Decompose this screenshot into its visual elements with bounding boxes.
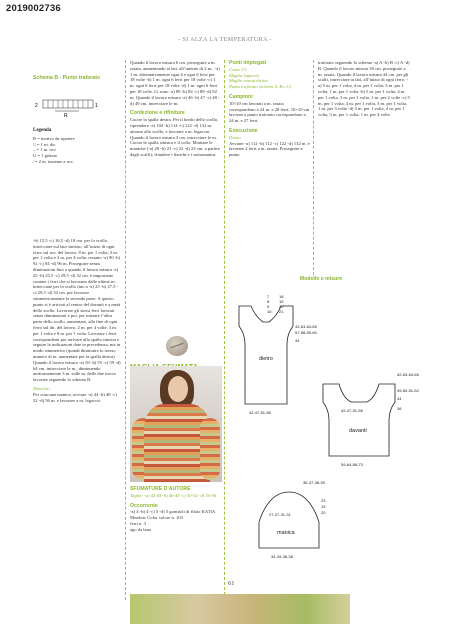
dim-label: 34-34-38-38 [271, 554, 293, 559]
manica-schematic [259, 492, 319, 548]
punti-item: Costa 1/1 [229, 66, 247, 72]
svg-text:1: 1 [95, 103, 98, 109]
column-rule [125, 60, 126, 600]
dim-label: 19 [279, 299, 284, 304]
pattern-schematics [229, 286, 419, 576]
schematics-title: Modello e misure [299, 276, 343, 282]
svg-text:R: R [64, 113, 68, 119]
occorrente-item: -a) 4 -b) 4 -c) 5 -d) 5 gomitoli di filato KATIA Meadow Color colore n. 103 [130, 509, 216, 521]
legend-item: R = motivo da ripetere [33, 135, 75, 141]
legend-block [33, 128, 121, 165]
legend-title: Legenda [33, 128, 52, 133]
dim-label: 23 [321, 498, 326, 503]
body-text: Cucire la spalla destra. Per il bordo dello scollo, riprendere -a) 104 -b) 114 -c) 122 -d) 132 m. attorno allo scollo, e lavorare a m. legaccio. Quando il lavoro misura 3 cm. intrecciare le m. Cucire la spalla sinistra e il collo. Montare le maniche (-a) 20 -b) 21 -c) 22 -d) 23 cm. a partire dagli scalfi); chiudere i fianchi e i sottomanica. [130, 117, 220, 157]
body-text: Per ciascuna manica, avviare -a) 44 -b) 48 -c) 52 -d) 56 m. e lavorare a m. legaccio [33, 391, 117, 403]
manica-label: manica [277, 530, 295, 536]
yarn-ball-icon [166, 336, 188, 356]
column-2 [130, 60, 220, 158]
dim-label: 20 [321, 510, 326, 515]
dim-label: 19 [321, 504, 326, 509]
dim-label: 44 [397, 396, 402, 401]
davanti-schematic [323, 384, 395, 456]
column-4 [318, 60, 410, 118]
occorrente-item: ago da lana [130, 526, 151, 532]
dim-label: 21 [279, 309, 284, 314]
page-id-label: 2019002736 [6, 3, 61, 14]
schema-title: Schema B - Punto traforato [33, 75, 101, 81]
body-text: Quando il lavoro misura 6 cm. proseguire a m. rasata, aumentando ai lati, all’interno di 2 m., -a) 1 m. alternativamente ogni 4 e ogni 6 ferri per 18 volte -b) 1 m. ogni 6 ferri per 18 volte -c) 1 m. ogni 6 ferri per 18 volte -d) 1 m. ogni 6 ferri per 18 volte. Ci sono -a) 80 -b) 84 -c) 88 -d) 92 m. Quando il lavoro misura -a) 46 -b) 47 -c) 48 -d) 49 cm. intrecciare le m. [130, 60, 220, 106]
svg-text:2: 2 [35, 103, 38, 109]
sfumature-title: SFUMATURE D’AUTORE [130, 486, 191, 492]
legend-item: – = 1 m. rov. [33, 147, 57, 153]
dim-label: 59-64-68-73 [341, 462, 363, 467]
legend-item: □ = 1 m. dir. [33, 141, 56, 147]
occorrente-title: Occorrente [130, 502, 158, 509]
davanti-label: davanti [349, 428, 367, 434]
dim-label: 36 [397, 406, 402, 411]
column-rule [224, 60, 225, 600]
column-3 [229, 60, 311, 158]
legend-item: ⁄ = 2 m. insieme a rov. [33, 158, 74, 164]
dim-label: 42-63-64-65 [295, 324, 317, 329]
dim-label: 20 [279, 304, 284, 309]
photo-face [168, 376, 188, 402]
dietro-label: dietro [259, 356, 273, 362]
dim-label: 36-37-38-39 [303, 480, 325, 485]
dim-label: 42-47-51-56 [249, 410, 271, 415]
punti-item: Punto traforato (schemi A, B e C) [229, 84, 292, 90]
column-1 [33, 75, 121, 82]
dim-label: 27-27-31-31 [269, 512, 291, 517]
legend-item: U = 1 gettato [33, 153, 58, 159]
dim-label: 42-63-64-65 [397, 372, 419, 377]
confezione-title: Confezione e rifiniture [130, 110, 185, 117]
bottom-photo-strip [130, 594, 350, 624]
dim-label: 49-50-51-52 [397, 388, 419, 393]
photo-arm [200, 418, 220, 480]
dim-label: 18 [279, 294, 284, 299]
dietro-schematic [239, 306, 293, 404]
running-head: - SI ALZA LA TEMPERATURA - [178, 36, 272, 43]
schematics-title-wrap [229, 276, 413, 283]
dim-label: 7 [267, 294, 270, 299]
punti-item: Maglia legaccio [229, 72, 259, 78]
body-text: Avviare -a) 112 -b) 112 -c) 122 -d) 132 m. e lavorare 2 ferri a m. rasata. Proseguire a punto [229, 140, 310, 158]
dim-label: 57-58-59-60 [295, 330, 317, 335]
sfumature-block [130, 486, 222, 533]
model-photo [130, 366, 222, 482]
maglia-title-block [130, 356, 222, 366]
dim-label: 10 [267, 309, 272, 314]
schema-b-chart [33, 98, 105, 120]
body-text: traforato seguendo lo schema -a) A -b) B -c) A -d) B. Quando il lavoro misura 36 cm. proseguire a m. rasata. Quando il lavoro misura 44 cm. per gli scalfi, intrecciare ai lati, all’inizio di ogni ferro: -a) 5 m. per 1 volta, 4 m. per 1 volta, 3 m. per 1 volta, 1 m. per 1 volta -b) 5 m. per 1 volta, 4 m. per 1 volta, 3 m. per 1 volta, 1 m. per 2 volte -c) 5 m. per 1 volta, 4 m. per 1 volta, 3 m. per 1 volta, 1 m. per 3 volte -d) 5 m. per 1 volta, 4 m. per 1 volta, 3 m. per 1 volta, 1 m. per 4 volte. [318, 60, 410, 118]
dim-label: 42-47-51-56 [341, 408, 363, 413]
dim-label: 44 [295, 338, 300, 343]
punti-item: Maglia rasata diritta [229, 78, 268, 84]
maniche-title: Maniche: [33, 385, 51, 391]
column-1-body [33, 238, 121, 403]
body-text: -b) 15,5 -c) 16,5 -d) 18 cm. per lo scollo, intrecciare sul lato sinistro, all’inizio di ogni ferro sul rov. del lavoro, 8 m. per 1 volta, 3 m. per 1 volta e 2 m. per 4 volte; restano -a) 90 -b) 92 -c) 94 -d) 96 m. Proseguire senza diminuzioni fino a quando il lavoro misura -a) 25 -b) 25,5 -c) 29,5 -d) 32 cm. è importante contare i ferri che si lavorano dalle ultime m. intrecciate per lo scollo fino a -a) 25 -b) 27,5 -c) 29,5 -d) 32 cm. per lavorare simmetricamente la seconda parte. A questo punto si è arrivati al centro del davanti e a metà dello scollo. Lavorare gli stessi ferri lavorati senza diminuzioni e poi, per iniziare l’altra parte dello scollo, aumentare, alla fine di ogni ferro sul dir. del lavoro, 2 m. per 4 volte, 3 m. per 1 volta e 8 m. per 1 volta. Lavorare i ferri corrispondenti per arrivare alla spalla sinistra e seguire le indicazioni date in precedenza, ma in modo simmetrico (quindi diminuire lo stesso numero di m. aumentate per la spalla destra). Quando il lavoro misura -a) 50 -b) 55 -c) 59 -d) 64 cm. intrecciare le m., diminuendo uniformemente 3 m. sulle m. delle due trecce lavorate seguendo lo schema B. [33, 238, 121, 383]
body-text: 10×10 cm lavorati a m. rasata corrispondono a 24 m. e 28 ferri; 10×10 cm lavorati a punto traforato corrispondono a 24 m. e 27 ferri. [229, 100, 310, 124]
esecuzione-title: Esecuzione [229, 127, 258, 134]
knit-chart-graphic [33, 98, 105, 120]
column-rule [313, 60, 314, 275]
dim-label: 9 [267, 304, 270, 309]
occorrente-item: ferri n. 3 [130, 520, 146, 526]
punti-title: Punti impiegati [229, 60, 267, 66]
dim-label: 8 [267, 299, 270, 304]
campioni-title: Campioni [229, 93, 253, 100]
taglie-text: Taglie: -a) 42-44 -b) 46-48 -c) 50-52 -d) 54-56 [130, 492, 217, 498]
page-number: 61 [228, 580, 235, 587]
dietro-title: Dietro [229, 134, 241, 140]
